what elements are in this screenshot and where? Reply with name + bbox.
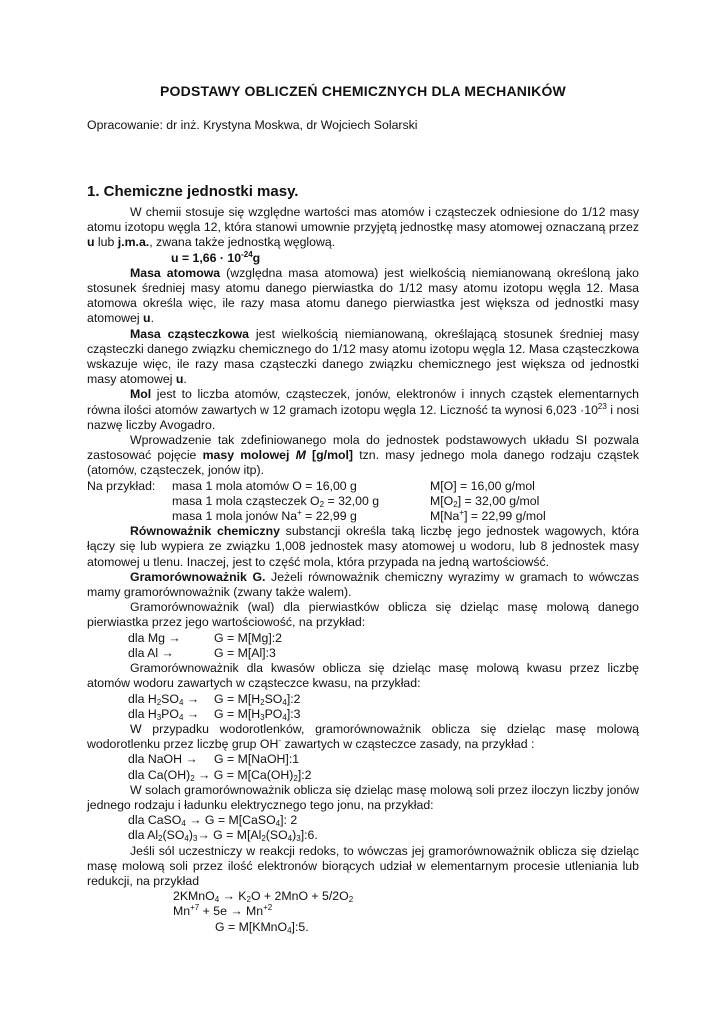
authors-line: Opracowanie: dr inż. Krystyna Moskwa, dr Wojciech Solarski <box>87 118 418 132</box>
paragraph-acids: Gramorównoważnik dla kwasów oblicza się dzieląc masę molową kwasu przez liczbę atomów wodoru zawartych w cząsteczce kwasu, na przykład: <box>87 661 639 691</box>
example-h3po4: dla $H_3PO_4 \to G$ = $M[H_3PO_4]:3$ <box>128 706 301 722</box>
example-row-2-right: $M[O_2] = 32,00$ g/mol <box>430 493 540 509</box>
paragraph-mol: Mol jest to liczba atomów, cząsteczek, jonów, elektronów i innych cząstek elementarnych równa ilości atomów zawartych w 12 gramach izotopu węgla 12. Liczność ta wynosi $6,023 \cdot 10^{23}$ i nosi nazwę liczby Avogadro. <box>87 387 640 432</box>
paragraph-atomic-mass: Masa atomowa (względna masa atomowa) jest wielkością niemianowaną określoną jako stosunek średniej masy atomu danego pierwiastka do 1/12 masy atomu izotopu węgla 12. Masa atomowa określa więc, ile razy masa atomu danego pierwiastka jest większa od jednostki masy atomowej u. <box>87 265 639 326</box>
example-naoh: dla NaOH → G = M[NaOH]:1 <box>128 752 300 767</box>
section-heading: 1. Chemiczne jednostki masy. <box>87 183 299 200</box>
redox-equation-3: G = M[KMnO$_4$]:5. <box>215 919 309 935</box>
redox-equation-2: $Mn^{+7} + 5e \to Mn^{+2}$ <box>173 903 273 919</box>
example-h2so4: dla $H_2SO_4 \to G$ = $M[H_2SO_4]:2$ <box>128 691 301 707</box>
paragraph-elements: Gramorównoważnik (wal) dla pierwiastków oblicza się dzieląc masę molową danego pierwiastka przez jego wartościowość, na przykład: <box>87 600 639 630</box>
example-row-1-right: M[O] = 16,00 g/mol <box>430 478 535 493</box>
example-row-1-left: masa 1 mola atomów O = 16,00 g <box>172 478 357 493</box>
example-mg: dla Mg → G = M[Mg]:2 <box>128 630 282 645</box>
paragraph-intro: W chemii stosuje się względne wartości mas atomów i cząsteczek odniesione do 1/12 masy atomu izotopu węgla 12, która stanowi umownie przyjętą jednostkę masy atomowej oznaczaną przez u lub j.m.a., zwana także jednostką węglową. <box>87 205 639 250</box>
document-title: PODSTAWY OBLICZEŃ CHEMICZNYCH DLA MECHANIKÓW <box>160 83 566 99</box>
example-al2so43: dla $Al_2(SO_4)_3\to G$ = $M[Al_2(SO_4)_3]:6$. <box>128 828 318 844</box>
unit-equation: $u = 1,66 \cdot 10^{-24}g$ <box>171 249 261 265</box>
paragraph-molecular-mass: Masa cząsteczkowa jest wielkością niemianowaną, określającą stosunek średniej masy cząsteczki danego związku chemicznego do 1/12 masy atomu izotopu węgla 12. Masa cząsteczkowa wskazuje więc, ile razy masa cząsteczki danego związku chemicznego jest większa od jednostki masy atomowej u. <box>87 326 639 387</box>
example-caoh2: dla $Ca(OH)_2 \to G$ = $M[Ca(OH)_2]:2$ <box>128 767 312 783</box>
example-label: Na przykład: <box>87 478 156 493</box>
example-row-2-left: masa 1 mola cząsteczek $O_2 = 32,00$ g <box>172 493 380 509</box>
paragraph-hydroxides: W przypadku wodorotlenków, gramorównoważnik oblicza się dzieląc masę molową wodorotlenku przez liczbę grup OH- zawartych w cząsteczce zasady, na przykład : <box>87 721 639 752</box>
paragraph-equivalent: Równoważnik chemiczny substancji określa taką liczbę jego jednostek wagowych, która łączy się lub wypiera ze związku 1,008 jednostek masy atomowej u wodoru, lub 8 jednostek masy atomowej u tlenu. Inaczej, jest to część mola, która przypada na jedną wartościowść. <box>87 524 639 569</box>
section-body <box>87 205 639 935</box>
paragraph-salts: W solach gramorównoważnik oblicza się dzieląc masę molową soli przez iloczyn liczby jonów jednego rodzaju i ładunku elektrycznego tego jonu, na przykład: <box>87 782 639 812</box>
paragraph-gram-equivalent: Gramorównoważnik G. Jeżeli równoważnik chemiczny wyrazimy w gramach to wówczas mamy gramorównoważnik (zwany także walem). <box>87 569 639 600</box>
example-table <box>87 479 639 525</box>
paragraph-molar-mass: Wprowadzenie tak zdefiniowanego mola do jednostek podstawowych układu SI pozwala zastosować pojęcie masy molowej M [g/mol] tzn. masy jednego mola danego rodzaju cząstek (atomów, cząsteczek, jonów itp). <box>87 433 639 478</box>
paragraph-redox: Jeśli sól uczestniczy w reakcji redoks, to wówczas jej gramorównoważnik oblicza się dzieląc masę molową soli przez ilość elektronów biorących udział w elementarnym procesie utleniania lub redukcji, na przykład <box>87 843 639 888</box>
example-row-3-right: M[Na+] = 22,99 g/mol <box>430 508 546 524</box>
example-row-3-left: masa 1 mola jonów Na+ = 22,99 g <box>172 508 357 524</box>
example-al: dla Al → G = M[Al]:3 <box>128 645 276 660</box>
example-caso4: dla CaSO$_4$ → G = M[CaSO$_4$]: 2 <box>128 813 298 829</box>
redox-equation-1: 2KMnO$_4$ → $K_2O + 2MnO + 5/2O_2$ <box>173 889 354 905</box>
